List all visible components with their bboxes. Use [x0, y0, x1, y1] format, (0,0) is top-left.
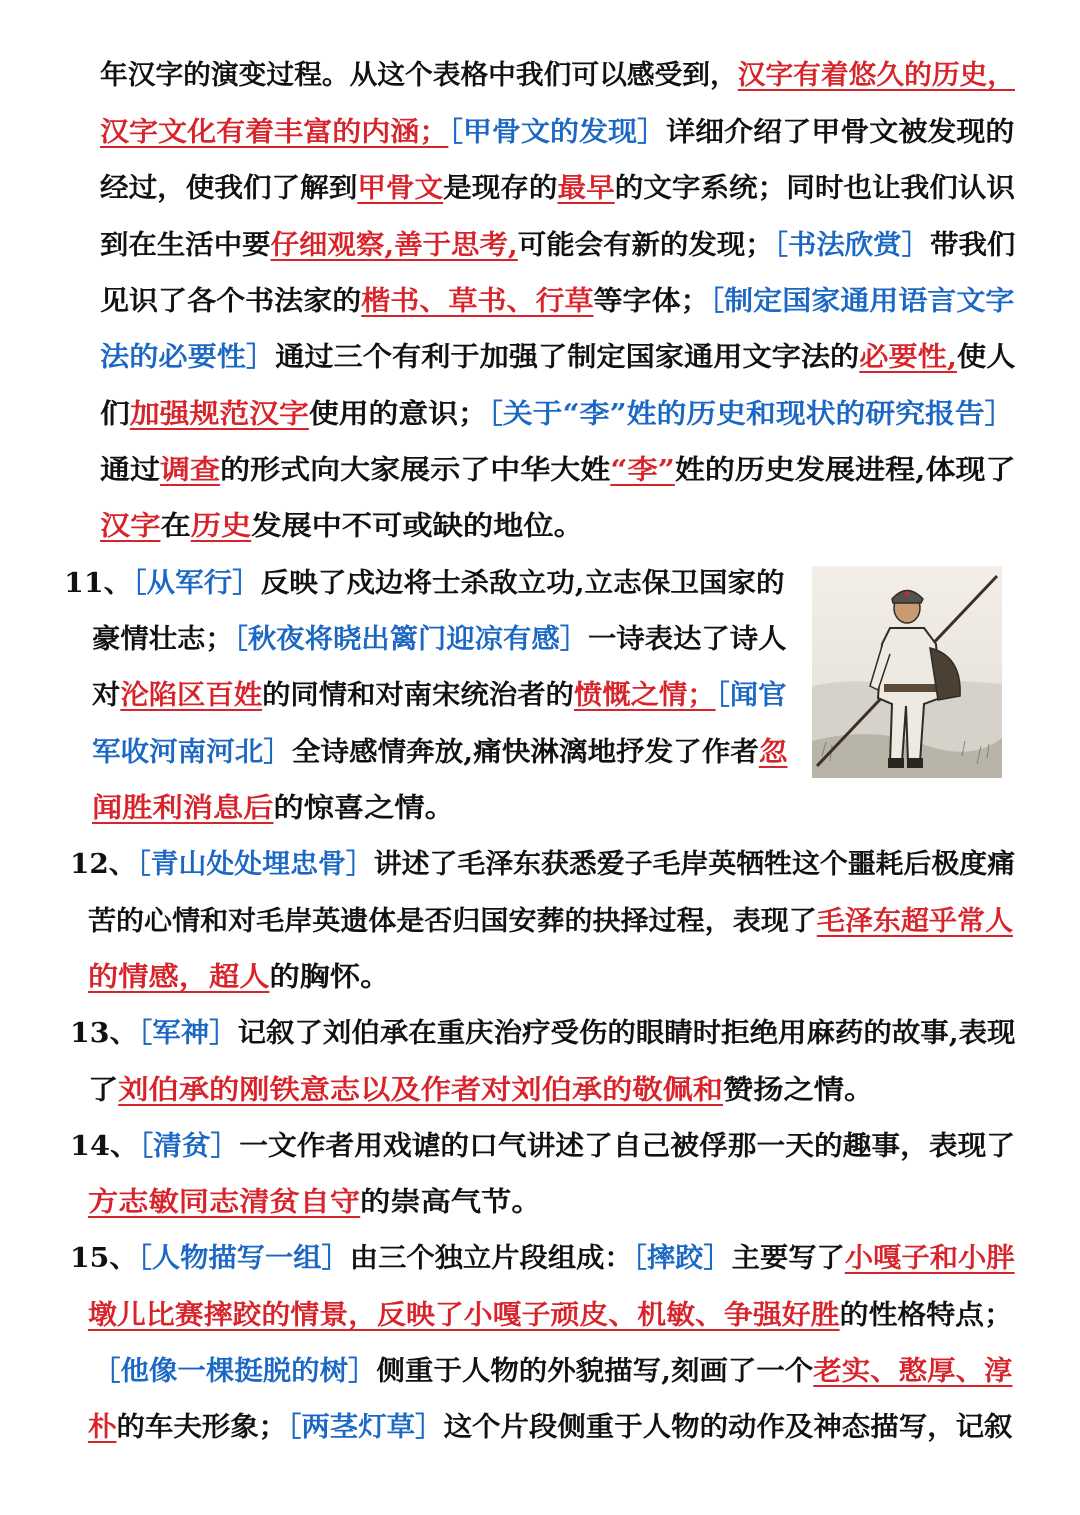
text-span: 是现存的	[443, 173, 558, 204]
text-span: 豪情壮志；	[92, 624, 234, 655]
text-line	[100, 226, 1015, 266]
text-span: 11、	[64, 568, 133, 599]
text-line	[92, 676, 786, 716]
text-span: 的文字系统；同时也让我们认识	[614, 173, 1015, 204]
highlight-red: 朴	[88, 1412, 117, 1443]
text-span: 年汉字的演变过程。从这个表格中我们可以感受到，	[100, 60, 738, 91]
text-span: 12、	[70, 849, 137, 880]
text-span: 的性格特点；	[839, 1300, 1013, 1331]
title-blue: ［关于“李”姓的历史和现状的研究报告］	[487, 399, 1015, 430]
text-line	[92, 1352, 1012, 1392]
text-line	[100, 169, 1015, 209]
title-blue: ［从军行］	[132, 568, 261, 599]
text-span: 的形式向大家展示了中华大姓	[220, 455, 611, 486]
text-span: 姓的历史发展进程,体现了	[674, 455, 1016, 486]
highlight-red: 闻胜利消息后	[92, 793, 274, 824]
text-line	[88, 1296, 1013, 1336]
text-span: 等字体；	[593, 286, 710, 317]
highlight-red: 忽	[758, 737, 788, 768]
text-span: 见识了各个书法家的	[100, 286, 362, 317]
highlight-red: 汉字文化有着丰富的内涵；	[100, 117, 449, 148]
text-line	[70, 1127, 1015, 1167]
text-line	[100, 507, 584, 547]
title-blue: ［军神］	[138, 1018, 238, 1049]
text-span: 赞扬之情。	[723, 1075, 875, 1106]
text-line	[100, 56, 1015, 96]
text-span: 由三个独立片段组成：	[349, 1243, 633, 1274]
highlight-red: 加强规范汉字	[129, 399, 309, 430]
text-span: 的同情和对南宋统治者的	[262, 680, 574, 711]
highlight-red: 愤慨之情；	[573, 680, 716, 711]
highlight-red: 历史	[190, 511, 252, 542]
text-span: 13、	[70, 1018, 139, 1049]
highlight-red: 小嘎子和小胖	[844, 1243, 1015, 1274]
highlight-red: 老实、憨厚、淳	[813, 1356, 1013, 1387]
text-span: 苦的心情和对毛岸英遗体是否归国安葬的抉择过程，表现了	[88, 906, 817, 937]
text-span: 15、	[70, 1243, 138, 1274]
text-span: 详细介绍了甲骨文被发现的	[666, 117, 1015, 148]
text-line	[92, 789, 455, 829]
text-span: 们	[100, 399, 130, 430]
text-span: 全诗感情奔放,痛快淋漓地抒发了作者	[291, 737, 759, 768]
highlight-red: 调查	[160, 455, 221, 486]
highlight-red: “李”	[610, 455, 675, 486]
text-span: 主要写了	[731, 1243, 845, 1274]
text-line	[64, 564, 785, 604]
text-line	[88, 902, 1013, 942]
text-span: 通过	[100, 455, 161, 486]
title-blue: ［两茎灯草］	[287, 1412, 444, 1443]
text-span: 在	[160, 511, 191, 542]
text-line	[100, 451, 1016, 491]
text-span: 了	[88, 1075, 119, 1106]
soldier-illustration	[812, 566, 1002, 778]
text-span: 的崇高气节。	[360, 1187, 542, 1218]
text-line	[100, 113, 1014, 153]
text-span: 这个片段侧重于人物的动作及神态描写，记叙	[443, 1412, 1013, 1443]
text-span: 通过三个有利于加强了制定国家通用文字法的	[275, 342, 860, 373]
text-span: 一文作者用戏谑的口气讲述了自己被俘那一天的趣事，表现了	[239, 1131, 1016, 1162]
text-line	[92, 733, 787, 773]
highlight-red: 甲骨文	[357, 173, 444, 204]
title-blue: ［青山处处埋忠骨］	[136, 849, 374, 880]
title-blue: 军收河南河北］	[92, 737, 292, 768]
text-line	[100, 395, 1015, 435]
highlight-red: 毛泽东超乎常人	[816, 906, 1013, 937]
title-blue: ［清贫］	[138, 1131, 240, 1162]
text-line	[88, 1408, 1012, 1448]
text-span: 记叙了刘伯承在重庆治疗受伤的眼睛时拒绝用麻药的故事,表现	[237, 1018, 1016, 1049]
title-blue: ［闻官	[715, 680, 787, 711]
highlight-red: 汉字有着悠久的历史，	[737, 60, 1015, 91]
title-blue: 法的必要性］	[100, 342, 276, 373]
highlight-red: 仔细观察,善于思考,	[270, 230, 518, 261]
text-span: 对	[92, 680, 121, 711]
text-span: 反映了戍边将士杀敌立功,立志保卫国家的	[260, 568, 785, 599]
highlight-red: 楷书、草书、行草	[361, 286, 594, 317]
highlight-red: 汉字	[100, 511, 161, 542]
title-blue: ［人物描写一组］	[137, 1243, 350, 1274]
title-blue: ［制定国家通用语言文字	[709, 286, 1015, 317]
text-line	[70, 1239, 1015, 1279]
text-line	[88, 1183, 542, 1223]
highlight-red: 必要性,	[859, 342, 958, 373]
text-line	[88, 958, 390, 998]
text-line	[100, 282, 1014, 322]
text-line	[88, 1071, 874, 1111]
highlight-red: 墩儿比赛摔跤的情景，反映了小嘎子顽皮、机敏、争强好胜	[88, 1300, 840, 1331]
text-span: 使人	[957, 342, 1016, 373]
text-span: 到在生活中要	[100, 230, 271, 261]
text-span: 经过，使我们了解到	[100, 173, 358, 204]
text-span: 的惊喜之情。	[273, 793, 455, 824]
text-span: 可能会有新的发现；	[517, 230, 774, 261]
title-blue: ［摔跤］	[632, 1243, 732, 1274]
title-blue: ［甲骨文的发现］	[448, 117, 667, 148]
highlight-red: 刘伯承的刚铁意志以及作者对刘伯承的敬佩和	[118, 1075, 724, 1106]
text-span: 使用的意识；	[308, 399, 488, 430]
title-blue: ［秋夜将晓出篱门迎凉有感］	[233, 624, 589, 655]
text-line	[100, 338, 1015, 378]
text-span: 一诗表达了诗人	[588, 624, 787, 655]
text-span: 发展中不可或缺的地位。	[251, 511, 584, 542]
highlight-red: 方志敏同志清贫自守	[88, 1187, 361, 1218]
text-span: 讲述了毛泽东获悉爱子毛岸英牺牲这个噩耗后极度痛	[373, 849, 1016, 880]
text-span: 带我们	[930, 230, 1016, 261]
highlight-red: 最早	[557, 173, 615, 204]
highlight-red: 的情感，超人	[88, 962, 270, 993]
title-blue: ［他像一棵挺脱的树］	[92, 1356, 377, 1387]
text-span: 14、	[70, 1131, 139, 1162]
text-line	[92, 620, 786, 660]
text-line	[70, 1014, 1016, 1054]
title-blue: ［书法欣赏］	[773, 230, 931, 261]
text-line	[70, 845, 1015, 885]
text-span: 侧重于人物的外貌描写,刻画了一个	[376, 1356, 814, 1387]
text-span: 的胸怀。	[269, 962, 391, 993]
highlight-red: 沦陷区百姓	[120, 680, 263, 711]
text-span: 的车夫形象；	[116, 1412, 288, 1443]
